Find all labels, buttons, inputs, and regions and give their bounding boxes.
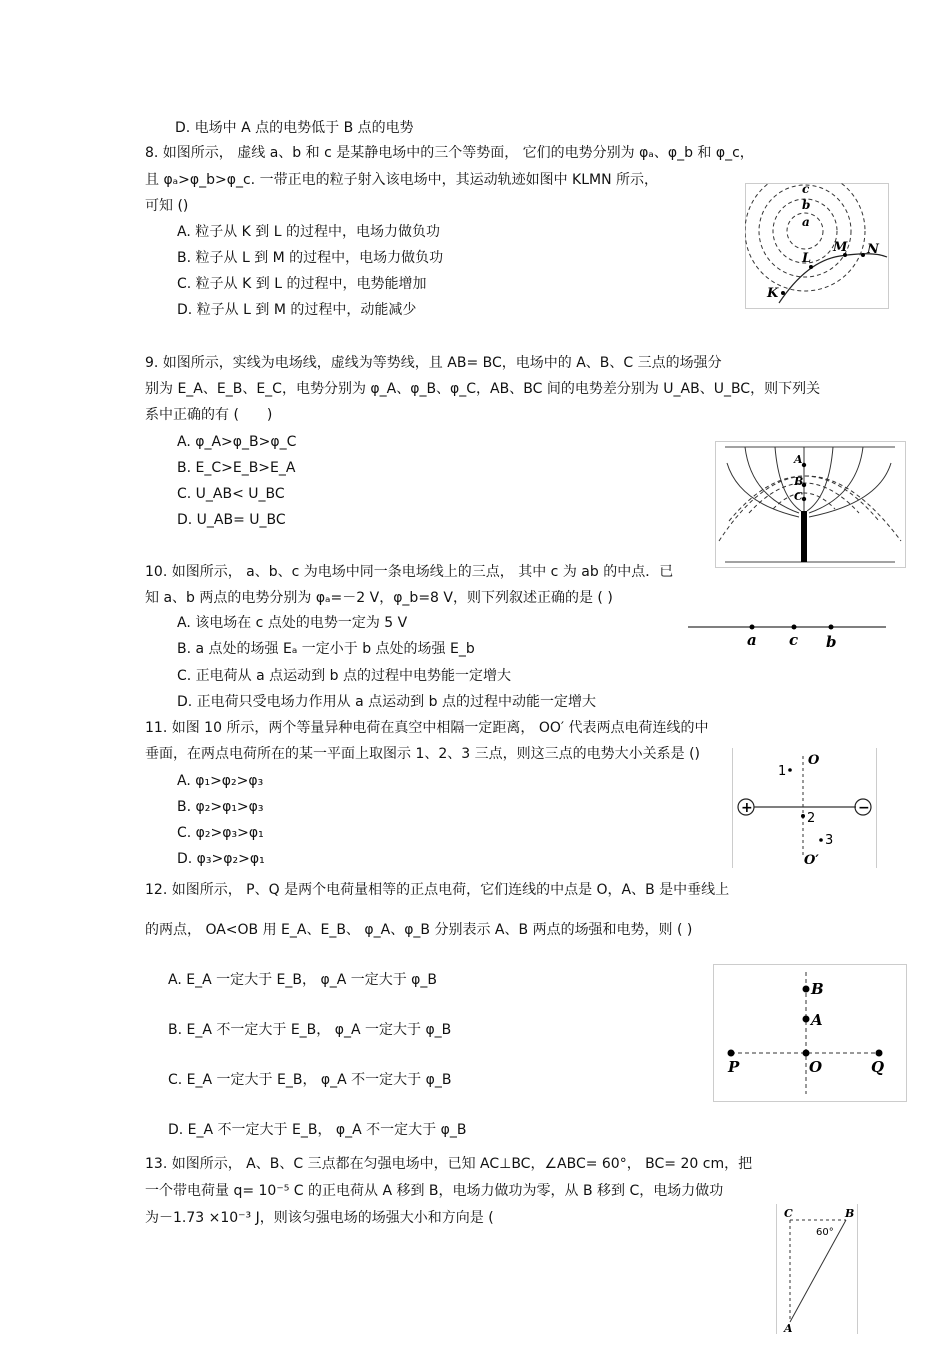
q11-label-3: 3: [825, 833, 834, 848]
q8-label-a: a: [802, 215, 810, 229]
q10-option-d: D. 正电荷只受电场力作用从 a 点运动到 b 点的过程中动能一定增大: [177, 694, 596, 710]
q12-label-Q: Q: [871, 1058, 885, 1076]
q8-label-b: b: [802, 198, 811, 212]
q8-stem-line3: 可知 (): [145, 198, 189, 214]
q8-option-b: B. 粒子从 L 到 M 的过程中，电场力做负功: [177, 250, 444, 266]
q8-stem-line1: 8. 如图所示， 虚线 a、b 和 c 是某静电场中的三个等势面， 它们的电势分别为 φₐ、φ_b 和 φ_c，: [145, 145, 754, 161]
q9-label-C: C: [794, 490, 803, 503]
q13-label-A: A: [784, 1322, 793, 1334]
q12-label-A: A: [811, 1011, 823, 1029]
q12-option-d: D. E_A 不一定大于 E_B， φ_A 不一定大于 φ_B: [168, 1122, 467, 1138]
q8-option-d: D. 粒子从 L 到 M 的过程中，动能减少: [177, 302, 417, 318]
q12-label-P: P: [728, 1058, 740, 1076]
q8-label-L: L: [802, 251, 812, 266]
q12-stem-line1: 12. 如图所示， P、Q 是两个电荷量相等的正点电荷，它们连线的中点是 O，A、B 是中垂线上: [145, 882, 730, 898]
q10-stem-line1: 10. 如图所示， a、b、c 为电场中同一条电场线上的三点， 其中 c 为 ab 的中点．已: [145, 564, 674, 580]
q10-option-b: B. a 点处的场强 Eₐ 一定小于 b 点处的场强 E_b: [177, 641, 475, 657]
q9-option-a: A. φ_A>φ_B>φ_C: [177, 434, 297, 450]
q11-label-2: 2: [807, 811, 816, 826]
q12-option-b: B. E_A 不一定大于 E_B， φ_A 一定大于 φ_B: [168, 1022, 452, 1038]
q13-stem-line3: 为－1.73 ×10⁻³ J，则该匀强电场的场强大小和方向是 (: [145, 1210, 494, 1226]
q10-label-b: b: [826, 633, 837, 651]
q8-option-a: A. 粒子从 K 到 L 的过程中，电场力做负功: [177, 224, 441, 240]
q9-figure: [715, 441, 906, 568]
q9-option-b: B. E_C>E_B>E_A: [177, 460, 296, 476]
q12-option-c: C. E_A 一定大于 E_B， φ_A 不一定大于 φ_B: [168, 1072, 452, 1088]
q10-label-c: c: [789, 631, 799, 649]
q11-option-d: D. φ₃>φ₂>φ₁: [177, 851, 265, 867]
q11-plus-charge: +: [741, 800, 753, 816]
q12-option-a: A. E_A 一定大于 E_B， φ_A 一定大于 φ_B: [168, 972, 438, 988]
q10-label-a: a: [747, 631, 757, 649]
q8-label-c: c: [802, 183, 810, 196]
q11-stem-line1: 11. 如图 10 所示，两个等量异种电荷在真空中相隔一定距离， OO′ 代表两点电荷连线的中: [145, 720, 709, 736]
q8-option-c: C. 粒子从 K 到 L 的过程中，电势能增加: [177, 276, 427, 292]
q11-label-1: 1: [778, 764, 787, 779]
q7-option-d: D. 电场中 A 点的电势低于 B 点的电势: [175, 120, 414, 136]
q9-option-c: C. U_AB< U_BC: [177, 486, 285, 502]
q13-stem-line1: 13. 如图所示， A、B、C 三点都在匀强电场中，已知 AC⊥BC，∠ABC= 60°， BC= 20 cm，把: [145, 1156, 753, 1172]
q12-figure: [713, 964, 907, 1102]
q11-stem-line2: 垂面，在两点电荷所在的某一平面上取图示 1、2、3 三点，则这三点的电势大小关系是 (): [145, 746, 700, 762]
q10-option-a: A. 该电场在 c 点处的电势一定为 5 V: [177, 615, 408, 631]
q11-label-O-prime: O′: [804, 853, 819, 868]
q11-option-b: B. φ₂>φ₁>φ₃: [177, 799, 264, 815]
q8-figure: [745, 183, 889, 309]
q10-stem-line2: 知 a、b 两点的电势分别为 φₐ=－2 V，φ_b=8 V，则下列叙述正确的是 ( ): [145, 590, 613, 606]
q10-option-c: C. 正电荷从 a 点运动到 b 点的过程中电势能一定增大: [177, 668, 511, 684]
q8-label-K: K: [767, 286, 779, 301]
q11-figure: [732, 748, 877, 868]
q13-figure: [776, 1204, 858, 1334]
q8-label-M: M: [833, 240, 848, 255]
q13-angle-label: 60°: [816, 1227, 834, 1238]
q10-figure: [686, 620, 889, 652]
q8-stem-line2: 且 φₐ>φ_b>φ_c. 一带正电的粒子射入该电场中，其运动轨迹如图中 KLMN 所示，: [145, 172, 659, 188]
q11-option-a: A. φ₁>φ₂>φ₃: [177, 773, 264, 789]
q11-label-O: O: [808, 753, 820, 768]
q9-stem-line1: 9. 如图所示，实线为电场线，虚线为等势线，且 AB= BC，电场中的 A、B、C 三点的场强分: [145, 355, 722, 371]
q11-option-c: C. φ₂>φ₃>φ₁: [177, 825, 264, 841]
q13-label-B: B: [845, 1207, 855, 1220]
q8-label-N: N: [867, 242, 879, 257]
q13-stem-line2: 一个带电荷量 q= 10⁻⁵ C 的正电荷从 A 移到 B，电场力做功为零，从 B 移到 C，电场力做功: [145, 1183, 724, 1199]
q12-stem-line2: 的两点， OA<OB 用 E_A、E_B、 φ_A、φ_B 分别表示 A、B 两点的场强和电势，则 ( ): [145, 922, 693, 938]
q13-label-C: C: [784, 1207, 793, 1220]
q9-stem-line3: 系中正确的有 ( ): [145, 407, 273, 423]
q9-stem-line2: 别为 E_A、E_B、E_C，电势分别为 φ_A、φ_B、φ_C，AB、BC 间的电势差分别为 U_AB、U_BC，则下列关: [145, 381, 821, 397]
q11-minus-charge: −: [858, 800, 870, 816]
q12-label-O: O: [809, 1058, 823, 1076]
q12-label-B: B: [811, 980, 824, 998]
q9-label-B: B: [794, 475, 804, 488]
q9-option-d: D. U_AB= U_BC: [177, 512, 286, 528]
q9-label-A: A: [794, 453, 803, 466]
